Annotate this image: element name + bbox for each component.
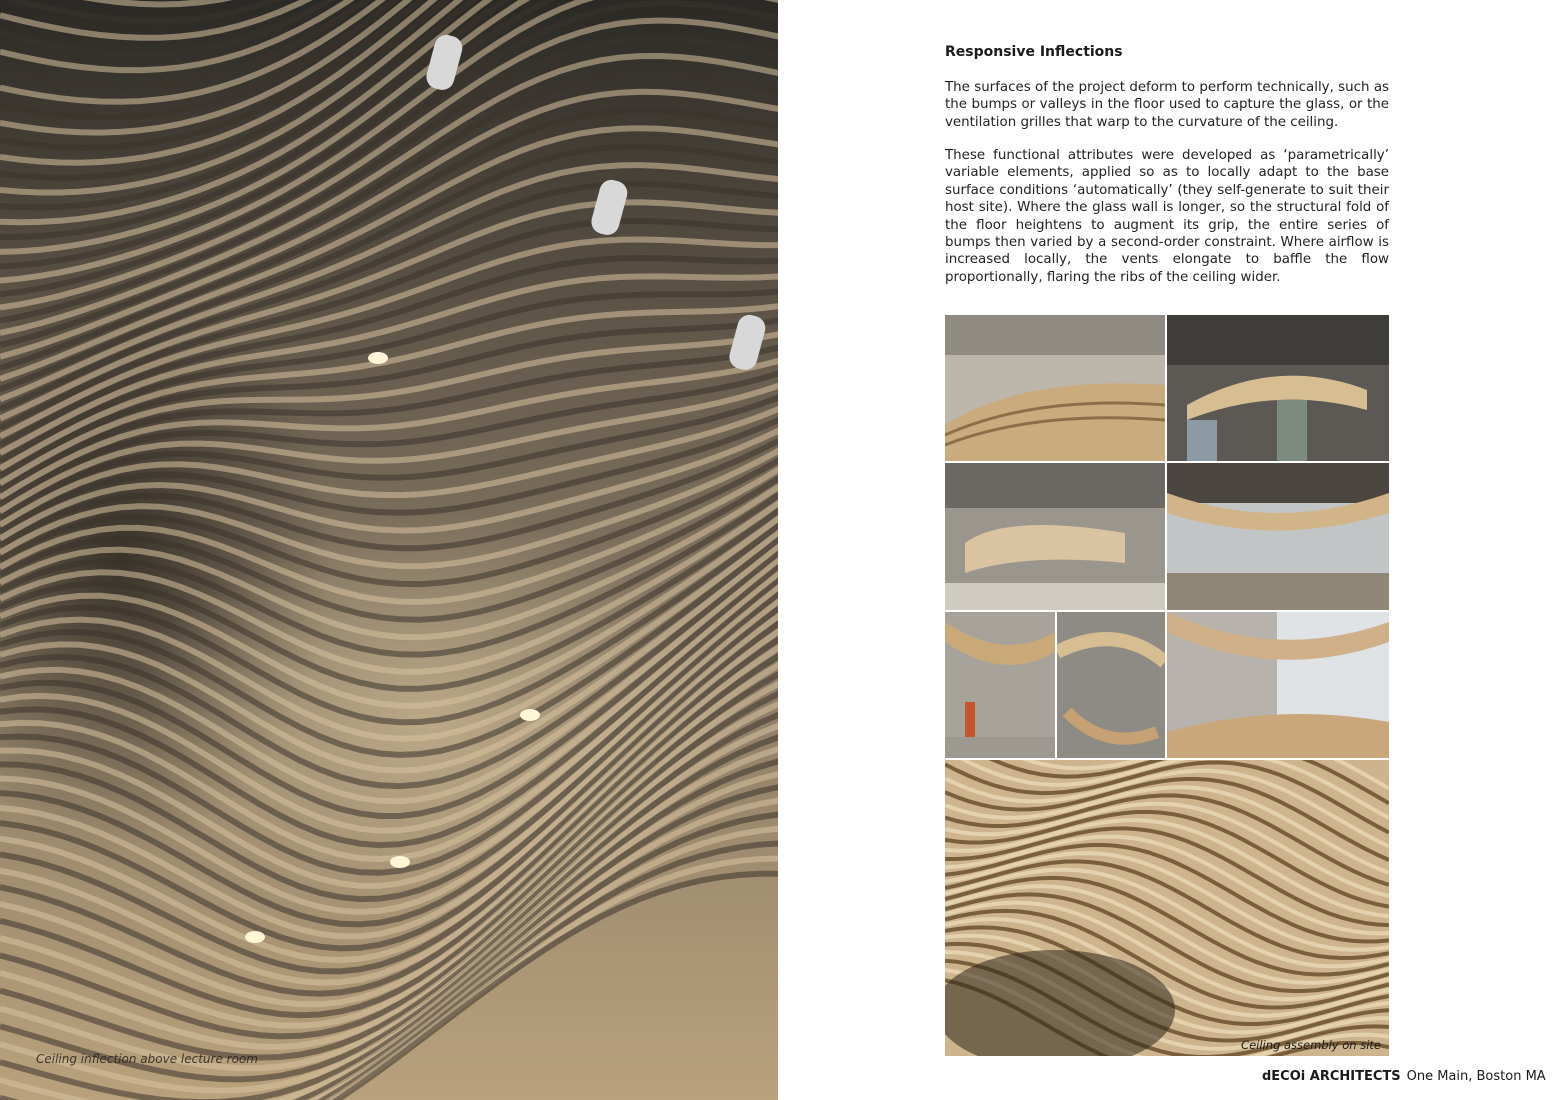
photo-tile-7 — [1167, 612, 1389, 758]
photo-tile-6 — [1057, 612, 1165, 758]
photo-tile-8 — [945, 760, 1389, 1056]
photo-tile-4 — [1167, 463, 1389, 610]
project-location: One Main, Boston MA — [1406, 1069, 1546, 1084]
photo-tile-2 — [1167, 315, 1389, 461]
left-photo-caption: Ceiling inflection above lecture room — [36, 1052, 258, 1066]
firm-name: dECOi ARCHITECTS — [1262, 1069, 1401, 1084]
section-heading: Responsive Inflections — [945, 44, 1123, 60]
grid-caption: Ceiling assembly on site — [1241, 1038, 1381, 1052]
footer — [1262, 1069, 1546, 1084]
paragraph-1: The surfaces of the project deform to perform technically, such as the bumps or valleys in the floor used to capture the glass, or the ventilation grilles that warp to the curvature of the ceiling. — [945, 80, 1389, 130]
construction-photo-grid — [945, 315, 1389, 1056]
paragraph-2: These functional attributes were developed as ‘parametrically’ variable elements, applied so as to locally adapt to the base surface conditions ‘automatically’ (they self-generate to suit their host site). Where the glass wall is longer, so the structural fold of the floor heightens to augment its grip, the entire series of bumps then varied by a second-order constraint. Where airflow is increased locally, the vents elongate to baffle the flow proportionally, flaring the ribs of the ceiling wider. — [945, 148, 1389, 285]
photo-tile-3 — [945, 463, 1165, 610]
photo-tile-1 — [945, 315, 1165, 461]
photo-tile-5 — [945, 612, 1055, 758]
